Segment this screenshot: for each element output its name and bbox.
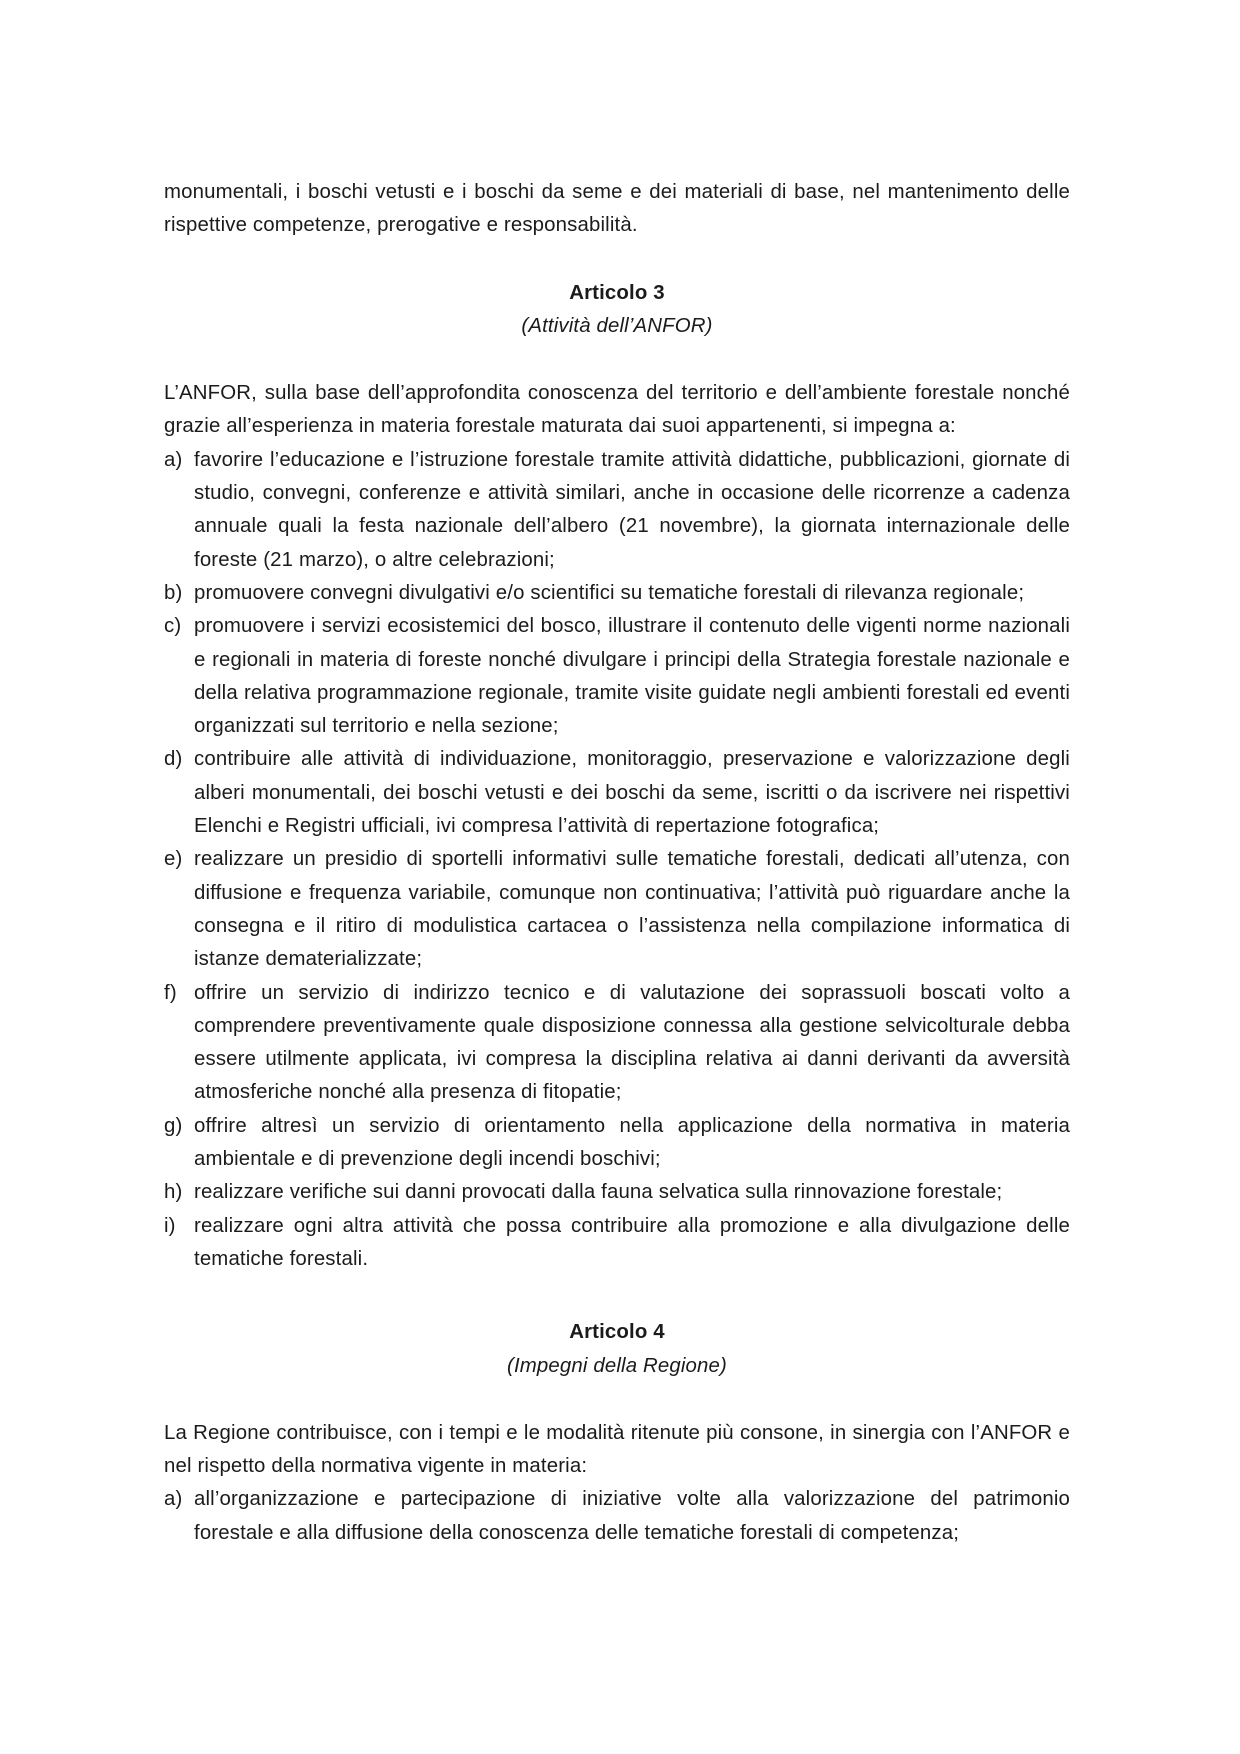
list-item-letter: e) <box>164 848 183 871</box>
article-3-title: Articolo 3 <box>569 281 665 304</box>
list-item <box>164 1176 1070 1209</box>
article-4-subtitle: (Impegni della Regione) <box>507 1354 727 1377</box>
list-item <box>164 843 1070 976</box>
list-item-text: offrire altresì un servizio di orientamento nella applicazione della normativa in materia ambientale e di prevenzione degli incendi boschivi; <box>194 1114 1070 1171</box>
list-item <box>164 977 1070 1110</box>
article-4-list <box>164 1483 1070 1550</box>
list-item-letter: d) <box>164 748 183 771</box>
list-item <box>164 1483 1070 1550</box>
list-item-text: realizzare un presidio di sportelli informativi sulle tematiche forestali, dedicati all’utenza, con diffusione e frequenza variabile, comunque non continuativa; l’attività può riguardare anche la consegna e il ritiro di modulistica cartacea o l’assistenza nella compilazione informatica di istanze dematerializzate; <box>194 848 1070 971</box>
list-item-letter: g) <box>164 1114 183 1137</box>
list-item-text: realizzare verifiche sui danni provocati dalla fauna selvatica sulla rinnovazione forestale; <box>194 1181 1003 1204</box>
list-item <box>164 610 1070 743</box>
list-item-letter: h) <box>164 1181 183 1204</box>
article-3-list <box>164 444 1070 1276</box>
article-3-intro: L’ANFOR, sulla base dell’approfondita conoscenza del territorio e dell’ambiente forestale nonché grazie all’esperienza in materia forestale maturata dai suoi appartenenti, si impegna a: <box>164 382 1070 438</box>
article-4-intro: La Regione contribuisce, con i tempi e le modalità ritenute più consone, in sinergia con l’ANFOR e nel rispetto della normativa vigente in materia: <box>164 1421 1070 1478</box>
list-item-letter: f) <box>164 981 177 1004</box>
list-item-text: promuovere i servizi ecosistemici del bosco, illustrare il contenuto delle vigenti norme nazionali e regionali in materia di foreste nonché divulgare i principi della Strategia forestale nazionale e della relativa programmazione regionale, tramite visite guidate negli ambienti forestali ed eventi organizzati sul territorio e nella sezione; <box>194 615 1070 738</box>
intro-paragraph: monumentali, i boschi vetusti e i boschi da seme e dei materiali di base, nel mantenimento delle rispettive competenze, prerogative e responsabilità. <box>164 181 1070 237</box>
list-item <box>164 444 1070 577</box>
article-3-subtitle: (Attività dell’ANFOR) <box>521 314 713 337</box>
list-item-text: contribuire alle attività di individuazione, monitoraggio, preservazione e valorizzazione degli alberi monumentali, dei boschi vetusti e dei boschi da seme, iscritti o da iscrivere nei rispettivi Elenchi e Registri ufficiali, ivi compresa l’attività di repertazione fotografica; <box>194 748 1070 838</box>
list-item <box>164 577 1070 610</box>
list-item-letter: i) <box>164 1214 176 1237</box>
article-4-title: Articolo 4 <box>569 1321 665 1344</box>
document-page <box>164 176 1070 1550</box>
list-item-text: promuovere convegni divulgativi e/o scientifici su tematiche forestali di rilevanza regionale; <box>194 581 1025 604</box>
list-item-text: offrire un servizio di indirizzo tecnico e di valutazione dei soprassuoli boscati volto a comprendere preventivamente quale disposizione connessa alla gestione selvicolturale debba essere utilmente applicata, ivi compresa la disciplina relativa ai danni derivanti da avversità atmosferiche nonché alla presenza di fitopatie; <box>194 981 1070 1104</box>
list-item-text: favorire l’educazione e l’istruzione forestale tramite attività didattiche, pubblicazioni, giornate di studio, convegni, conferenze e attività similari, anche in occasione delle ricorrenze a cadenza annuale quali la festa nazionale dell’albero (21 novembre), la giornata internazionale delle foreste (21 marzo), o altre celebrazioni; <box>194 448 1070 571</box>
list-item-letter: a) <box>164 448 183 471</box>
list-item-letter: c) <box>164 615 182 638</box>
list-item-text: realizzare ogni altra attività che possa contribuire alla promozione e alla divulgazione delle tematiche forestali. <box>194 1214 1070 1270</box>
list-item-letter: b) <box>164 581 183 604</box>
list-item <box>164 743 1070 843</box>
list-item <box>164 1110 1070 1177</box>
list-item-text: all’organizzazione e partecipazione di iniziative volte alla valorizzazione del patrimonio forestale e alla diffusione della conoscenza delle tematiche forestali di competenza; <box>194 1488 1070 1544</box>
list-item <box>164 1210 1070 1277</box>
list-item-letter: a) <box>164 1488 183 1511</box>
